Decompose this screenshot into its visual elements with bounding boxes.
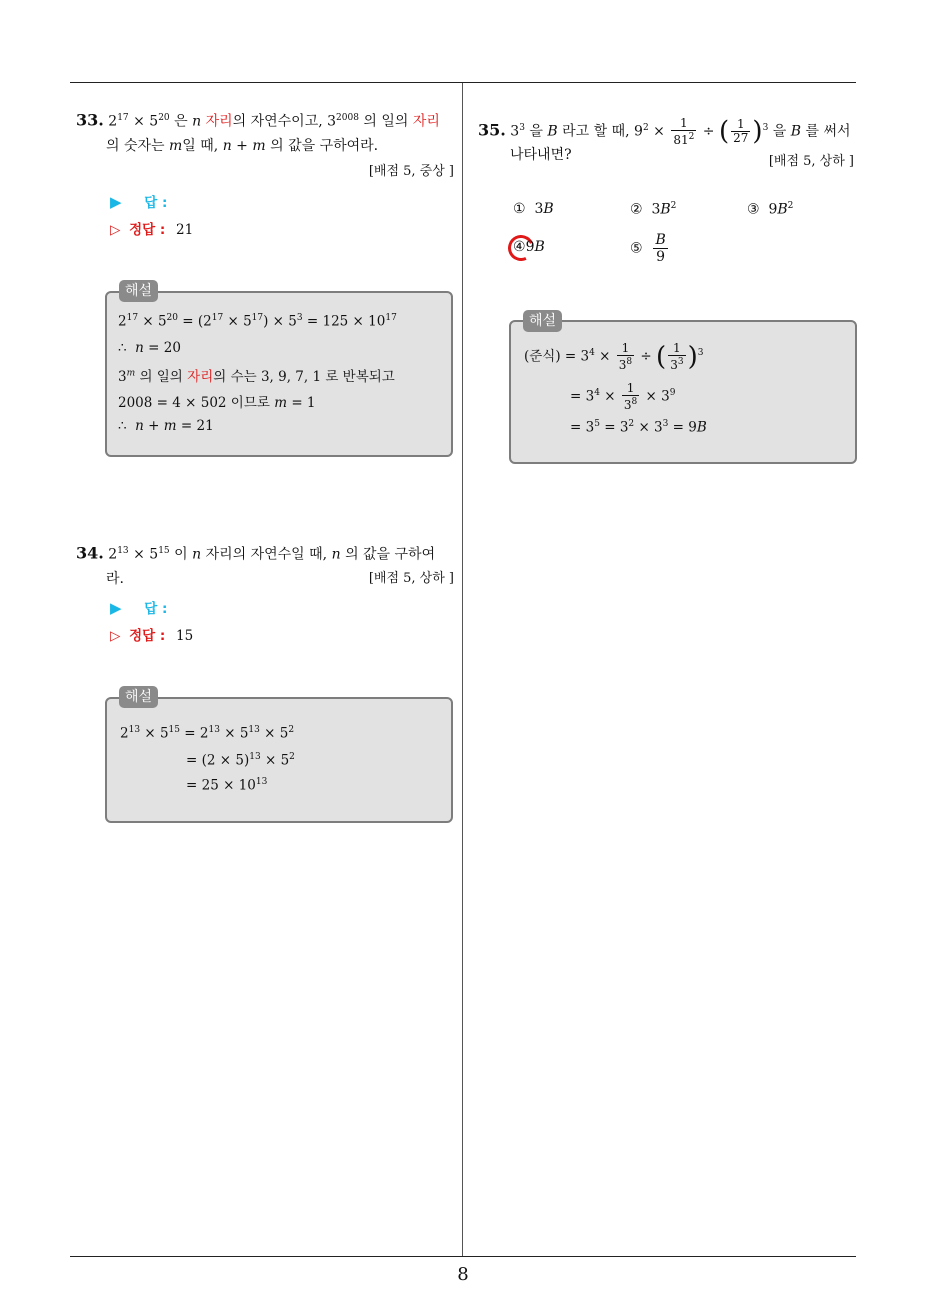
question-number: 33. — [76, 110, 104, 130]
explanation-line: $2^{13} \times 5^{15} = 2^{13} \times 5^{13} \times 5^2$ — [120, 725, 295, 742]
score-mark: [배점 5, 중상 ] — [368, 164, 454, 179]
highlight-word: 자리 — [187, 369, 214, 385]
explanation-line: = $3^5 = 3^2 \times 3^3 = 9B$ — [570, 419, 707, 436]
correct-value: 21 — [175, 222, 194, 238]
question-33-line2: 의 숫자는 m일 때, n + m 의 값을 구하여라. — [106, 137, 379, 154]
explanation-line: = $3^4$ × $\frac{1}{3^8}$ × $3^9$ — [570, 381, 676, 412]
question-35-line2: 나타내면? — [510, 146, 572, 163]
outline-triangle-icon: ▷ — [110, 628, 121, 644]
play-triangle-icon: ▶ — [110, 193, 122, 211]
explanation-line: = $(2 \times 5)^{13} \times 5^2$ — [186, 752, 295, 769]
fraction: $\frac{1}{81^2}$ — [673, 115, 695, 147]
question-34-line2: 라. — [106, 570, 124, 587]
page-number: 8 — [457, 1264, 469, 1285]
fraction: $\frac{1}{3^3}$ — [670, 341, 684, 372]
explanation-line: $2^{17} \times 5^{20} = (2^{17} \times 5^{17}) \times 5^3 = 125 \times 10^{17}$ — [118, 313, 397, 330]
fraction: $\frac{1}{3^8}$ — [623, 381, 638, 412]
correct-answer-line: ▷ 정답 : 15 — [110, 628, 194, 644]
choice-3[interactable]: ③ $9B^2$ — [747, 201, 794, 218]
explanation-line: (준식) = $3^4$ × $\frac{1}{3^8}$ ÷ ( $\frac{1}{3^3}$ )$^3$ — [524, 341, 704, 372]
question-33-line1: 33. $2^{17} \times 5^{20}$ 은 n 자리의 자연수이고, $3^{2008}$ 의 일의 자리 — [76, 110, 440, 130]
column-divider — [462, 83, 463, 1257]
explanation-tag: 해설 — [119, 686, 158, 708]
highlight-word: 자리 — [412, 113, 440, 130]
answer-line: ▶ 답 : — [110, 599, 168, 617]
highlight-word: 자리 — [205, 113, 233, 130]
answer-line: ▶ 답 : — [110, 193, 168, 211]
question-33 — [76, 106, 456, 158]
choice-4[interactable]: ④9B — [513, 239, 545, 255]
question-35-line1: 35. $3^3$ 을 B 라고 할 때, $9^2$ × $\frac{1}{81^2}$ ÷ ( $\frac{1}{27}$ )$^3$ 을 B 를 써서 — [478, 115, 851, 147]
fraction: $\frac{B}{9}$ — [655, 232, 666, 265]
question-number: 35. — [478, 120, 506, 140]
explanation-tag: 해설 — [523, 310, 562, 332]
fraction: $\frac{1}{3^8}$ — [618, 341, 633, 372]
question-34-line1: 34. $2^{13} \times 5^{15}$ 이 n 자리의 자연수일 때, n 의 값을 구하여 — [76, 543, 436, 563]
explanation-tag: 해설 — [119, 280, 158, 302]
choice-2[interactable]: ② $3B^2$ — [630, 201, 677, 218]
explanation-line: 2008 = 4 × 502 이므로 m = 1 — [118, 395, 316, 411]
top-rule — [70, 82, 856, 83]
fraction: $\frac{1}{27}$ — [733, 117, 749, 146]
choice-1[interactable]: ① 3B — [513, 201, 554, 217]
score-mark: [배점 5, 상하 ] — [368, 571, 454, 586]
explanation-line: = $25 \times 10^{13}$ — [186, 777, 268, 794]
bottom-rule — [70, 1256, 856, 1257]
explanation-line: ∴ n = 20 — [118, 340, 181, 356]
correct-answer-line: ▷ 정답 : 21 — [110, 222, 194, 238]
choice-5[interactable]: ⑤ $\frac{B}{9}$ — [630, 232, 666, 265]
play-triangle-icon: ▶ — [110, 599, 122, 617]
outline-triangle-icon: ▷ — [110, 222, 121, 238]
explanation-line: ∴ n + m = 21 — [118, 418, 214, 434]
correct-value: 15 — [175, 628, 194, 644]
score-mark: [배점 5, 상하 ] — [768, 154, 854, 169]
explanation-line: 3$^m$ 의 일의 자리의 수는 3, 9, 7, 1 로 반복되고 — [118, 368, 395, 385]
question-number: 34. — [76, 543, 104, 563]
